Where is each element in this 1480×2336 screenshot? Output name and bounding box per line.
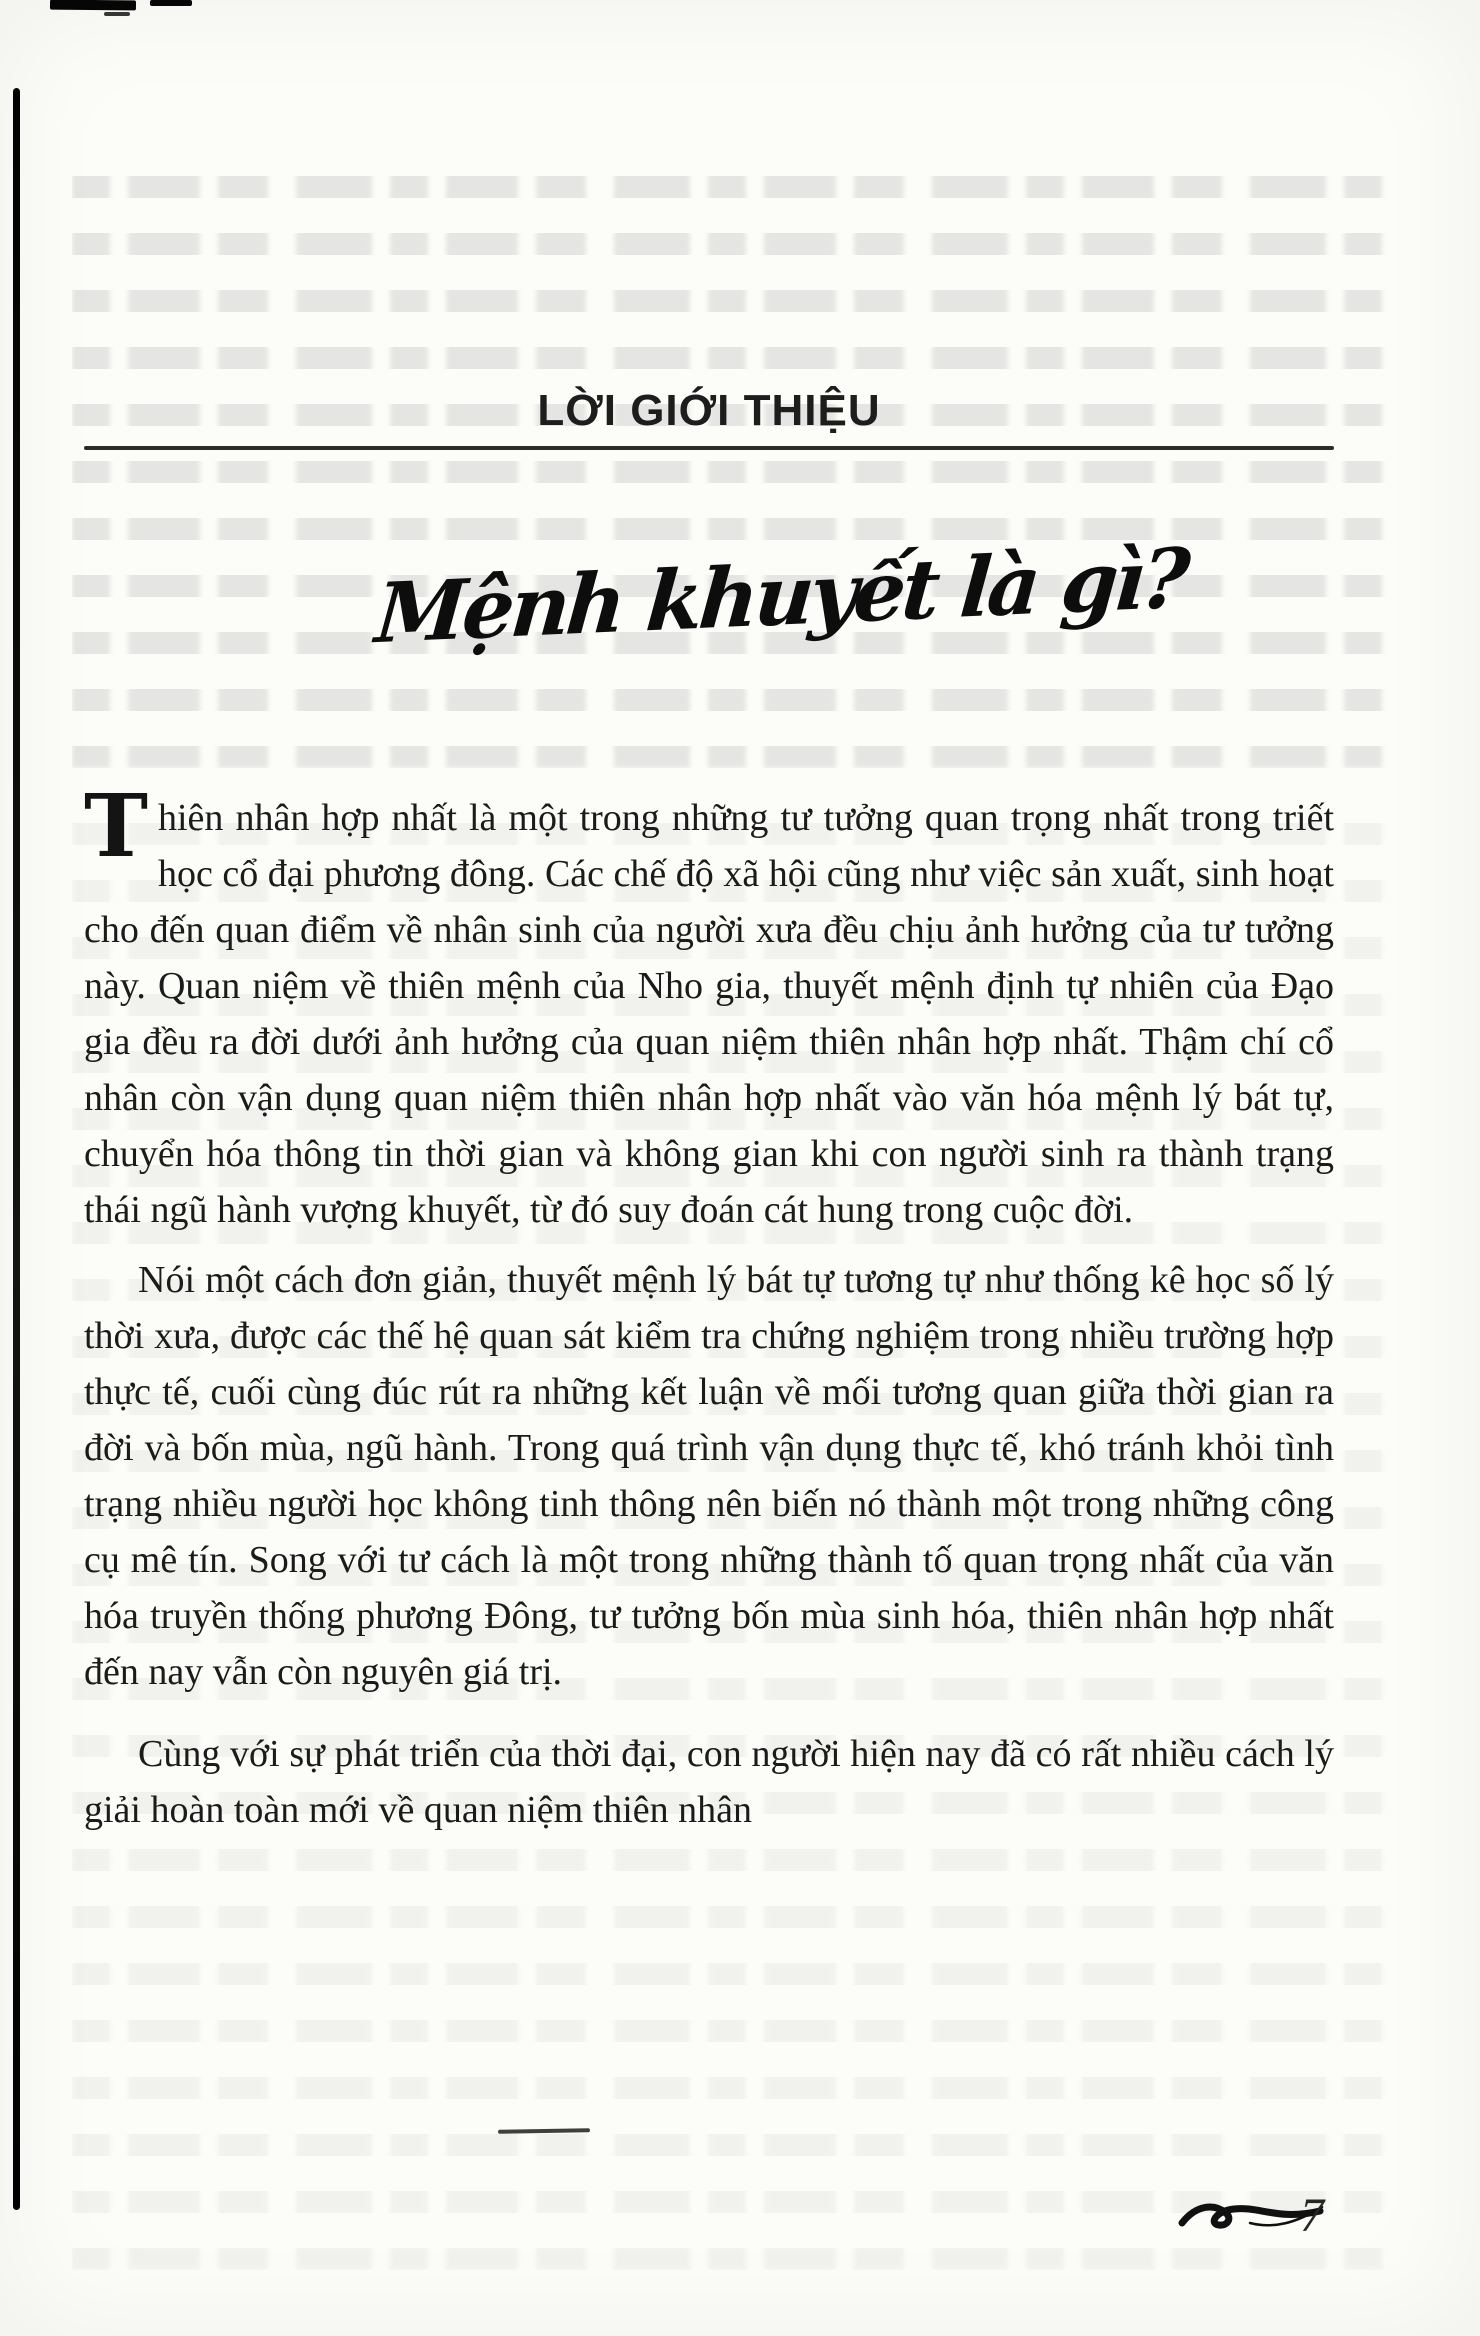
stray-underline-mark	[498, 2128, 590, 2134]
handwritten-title: Mệnh khuyết là gì?	[372, 530, 1190, 663]
folio	[1178, 2188, 1324, 2243]
page-number: 7	[1300, 2189, 1324, 2242]
page-content	[0, 386, 1480, 1838]
body-paragraph: Cùng với sự phát triển của thời đại, con người hiện nay đã có rất nhiều cách lý giải hoàn toàn mới về quan niệm thiên nhân	[84, 1733, 1334, 1831]
scan-edge-mark	[104, 12, 130, 16]
scan-edge-mark	[150, 0, 192, 6]
body-paragraph: Nói một cách đơn giản, thuyết mệnh lý bát tự tương tự như thống kê học số lý thời xưa, được các thế hệ quan sát kiểm tra chứng nghiệm trong nhiều trường hợp thực tế, cuối cùng đúc rút ra những kết luận về mối tương quan giữa thời gian ra đời và bốn mùa, ngũ hành. Trong quá trình vận dụng thực tế, khó tránh khỏi tình trạng nhiều người học không tinh thông nên biến nó thành một trong những công cụ mê tín. Song với tư cách là một trong những thành tố quan trọng nhất của văn hóa truyền thống phương Đông, tư tưởng bốn mùa sinh hóa, thiên nhân hợp nhất đến nay vẫn còn nguyên giá trị.	[84, 1259, 1334, 1693]
body-text	[84, 776, 1334, 1838]
body-paragraph	[84, 776, 1334, 1238]
section-heading: LỜI GIỚI THIỆU	[537, 386, 881, 435]
drop-cap: T	[84, 776, 148, 877]
heading-rule	[84, 446, 1334, 450]
scan-edge-mark	[50, 0, 136, 10]
paragraph-text: hiên nhân hợp nhất là một trong những tư tưởng quan trọng nhất trong triết học cổ đại phương đông. Các chế độ xã hội cũng như việc sản xuất, sinh hoạt cho đến quan điểm về nhân sinh của người xưa đều chịu ảnh hưởng của tư tưởng này. Quan niệm về thiên mệnh của Nho gia, thuyết mệnh định tự nhiên của Đạo gia đều ra đời dưới ảnh hưởng của quan niệm thiên nhân hợp nhất. Thậm chí cổ nhân còn vận dụng quan niệm thiên nhân hợp nhất vào văn hóa mệnh lý bát tự, chuyển hóa thông tin thời gian và không gian khi con người sinh ra thành trạng thái ngũ hành vượng khuyết, từ đó suy đoán cát hung trong cuộc đời.	[84, 797, 1334, 1231]
